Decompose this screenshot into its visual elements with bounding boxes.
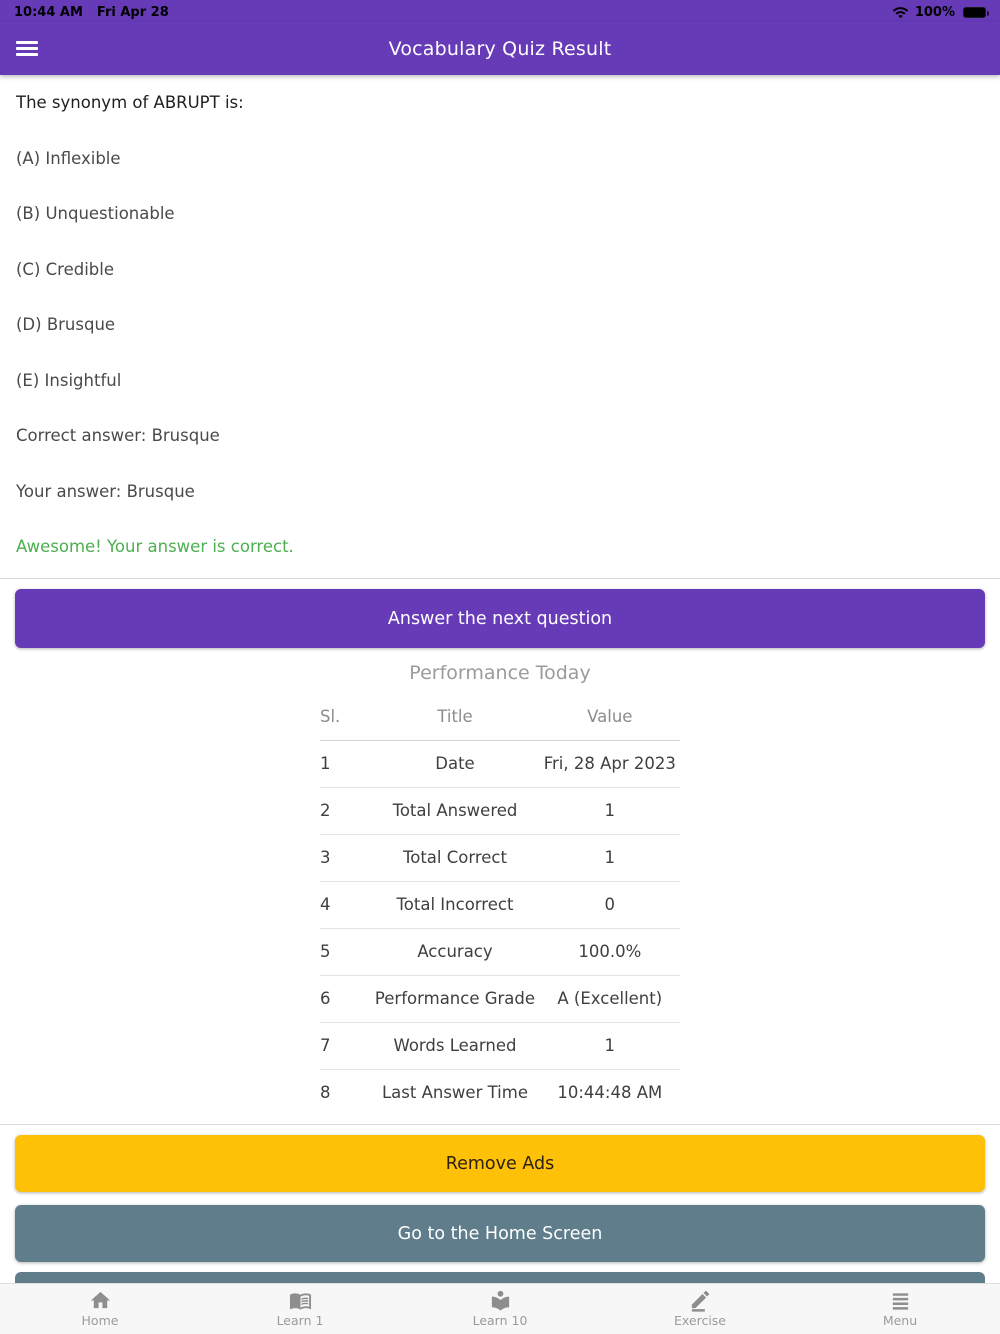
tab-label: Learn 10 bbox=[472, 1313, 528, 1328]
library-reader-icon bbox=[489, 1289, 512, 1312]
wifi-icon bbox=[892, 6, 909, 19]
option-d: (D) Brusque bbox=[16, 315, 116, 334]
cell-value: 10:44:48 AM bbox=[557, 1083, 663, 1103]
cell-title: Total Answered bbox=[370, 787, 539, 834]
column-header-sl: Sl. bbox=[320, 694, 370, 740]
cell-value: 0 bbox=[540, 881, 680, 928]
cell-sl: 3 bbox=[320, 834, 370, 881]
battery-icon bbox=[963, 7, 986, 18]
option-b: (B) Unquestionable bbox=[16, 204, 175, 223]
performance-section bbox=[320, 662, 680, 1116]
cell-value: A (Excellent) bbox=[540, 975, 680, 1022]
table-row bbox=[320, 834, 680, 881]
table-row bbox=[320, 1069, 680, 1116]
question-text: The synonym of ABRUPT is: bbox=[16, 93, 244, 112]
tab-label: Menu bbox=[882, 1313, 918, 1328]
table-row bbox=[320, 881, 680, 928]
table-row bbox=[320, 740, 680, 787]
performance-table bbox=[320, 694, 680, 1116]
table-row bbox=[320, 1022, 680, 1069]
your-answer-line: Your answer: Brusque bbox=[16, 481, 195, 501]
menu-list-icon bbox=[889, 1289, 912, 1312]
correct-answer-line: Correct answer: Brusque bbox=[16, 426, 220, 445]
quiz-result-section bbox=[0, 75, 1000, 556]
next-question-button[interactable]: Answer the next question bbox=[15, 589, 985, 648]
table-row bbox=[320, 787, 680, 834]
tab-label: Exercise bbox=[673, 1313, 726, 1328]
battery-percent: 100% bbox=[914, 4, 955, 20]
cell-sl: 6 bbox=[320, 975, 370, 1022]
remove-ads-button[interactable]: Remove Ads bbox=[15, 1135, 985, 1192]
cell-title: Performance Grade bbox=[370, 975, 539, 1022]
status-time: 10:44 AM bbox=[14, 4, 83, 20]
cell-sl: 4 bbox=[320, 881, 370, 928]
cell-value: 1 bbox=[540, 834, 680, 881]
cell-sl: 5 bbox=[320, 928, 370, 975]
cell-value: 1 bbox=[540, 787, 680, 834]
section-divider-bottom bbox=[0, 1124, 1000, 1125]
tab-menu[interactable] bbox=[800, 1284, 1000, 1334]
option-c: (C) Credible bbox=[16, 259, 115, 279]
cell-sl: 2 bbox=[320, 787, 370, 834]
performance-title: Performance Today bbox=[409, 662, 591, 684]
status-bar bbox=[0, 0, 1000, 22]
column-header-title: Title bbox=[370, 694, 539, 740]
cell-value: 100.0% bbox=[540, 928, 680, 975]
cell-title: Date bbox=[370, 740, 539, 787]
cell-value: 1 bbox=[540, 1022, 680, 1069]
app-header bbox=[0, 22, 1000, 75]
open-book-icon bbox=[289, 1289, 312, 1312]
go-home-button[interactable]: Go to the Home Screen bbox=[15, 1205, 985, 1262]
tab-label: Home bbox=[81, 1313, 119, 1328]
table-row bbox=[320, 928, 680, 975]
column-header-value: Value bbox=[540, 694, 680, 740]
cell-value: Fri, 28 Apr 2023 bbox=[540, 740, 680, 787]
cell-sl: 1 bbox=[320, 740, 370, 787]
cell-title: Total Correct bbox=[370, 834, 539, 881]
tab-learn-10[interactable] bbox=[400, 1284, 600, 1334]
tab-exercise[interactable] bbox=[600, 1284, 800, 1334]
section-divider-top bbox=[0, 578, 1000, 579]
tab-label: Learn 1 bbox=[276, 1313, 324, 1328]
home-icon bbox=[89, 1289, 112, 1312]
table-header-row bbox=[320, 694, 680, 740]
option-e: (E) Insightful bbox=[16, 370, 122, 390]
tab-home[interactable] bbox=[0, 1284, 200, 1334]
status-date: Fri Apr 28 bbox=[96, 4, 169, 20]
tab-learn-1[interactable] bbox=[200, 1284, 400, 1334]
cell-title: Words Learned bbox=[370, 1022, 539, 1069]
cell-sl: 7 bbox=[320, 1022, 370, 1069]
feedback-message: Awesome! Your answer is correct. bbox=[16, 537, 294, 556]
cell-title: Last Answer Time bbox=[381, 1083, 528, 1103]
cell-title: Total Incorrect bbox=[370, 881, 539, 928]
cell-title: Accuracy bbox=[370, 928, 539, 975]
table-row bbox=[320, 975, 680, 1022]
cell-sl: 8 bbox=[320, 1083, 331, 1103]
pencil-icon bbox=[689, 1289, 712, 1312]
page-title: Vocabulary Quiz Result bbox=[388, 37, 612, 60]
bottom-tab-bar bbox=[0, 1283, 1000, 1334]
option-a: (A) Inflexible bbox=[16, 148, 121, 168]
